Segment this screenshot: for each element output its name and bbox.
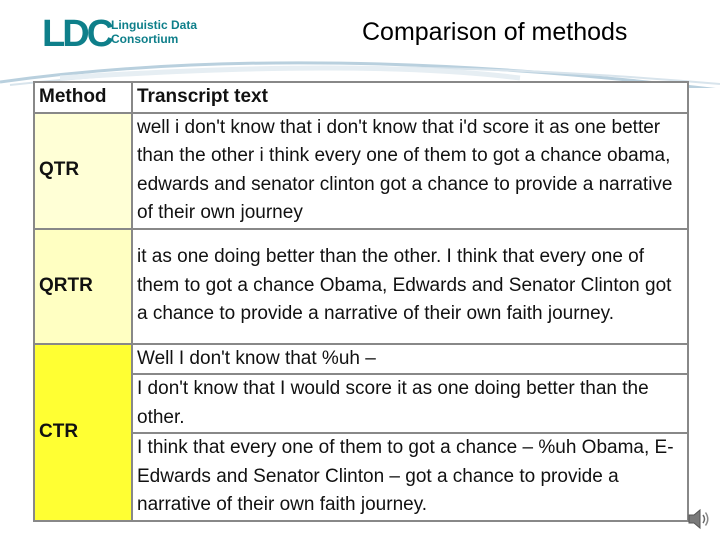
table-header-row	[34, 82, 688, 113]
transcript-ctr-segment-3: I think that every one of them to got a chance – %uh Obama, E- Edwards and Senator Clinton – got a chance to provide a narrative of their own faith journey.	[132, 433, 688, 521]
transcript-qtr: well i don't know that i don't know that i'd score it as one better than the other i think every one of them to got a chance obama, edwards and senator clinton got a chance to provide a narrative of their own journey	[132, 113, 688, 229]
header-method: Method	[34, 82, 132, 113]
table-row-ctr-1	[34, 344, 688, 375]
table-row-qrtr	[34, 229, 688, 344]
ldc-logo-mark: LDC	[42, 13, 112, 52]
method-ctr: CTR	[34, 344, 132, 521]
header-transcript-text: Transcript text	[132, 82, 688, 113]
method-qtr: QTR	[34, 113, 132, 229]
table-row-qtr	[34, 113, 688, 229]
ldc-logo	[42, 12, 202, 52]
speaker-icon[interactable]	[686, 506, 712, 532]
ldc-logo-line1: Linguistic Data	[111, 18, 198, 32]
transcript-qrtr: it as one doing better than the other. I think that every one of them to got a chance Obama, Edwards and Senator Clinton got a chance to provide a narrative of their own faith journey.	[132, 229, 688, 344]
table-row-ctr-3	[34, 433, 688, 521]
slide-title: Comparison of methods	[362, 18, 628, 46]
comparison-table	[33, 81, 689, 522]
transcript-ctr-segment-1: Well I don't know that %uh –	[132, 344, 688, 375]
transcript-ctr-segment-2: I don't know that I would score it as one doing better than the other.	[132, 374, 688, 433]
table-row-ctr-2	[34, 374, 688, 433]
method-qrtr: QRTR	[34, 229, 132, 344]
ldc-logo-line2: Consortium	[111, 32, 179, 46]
